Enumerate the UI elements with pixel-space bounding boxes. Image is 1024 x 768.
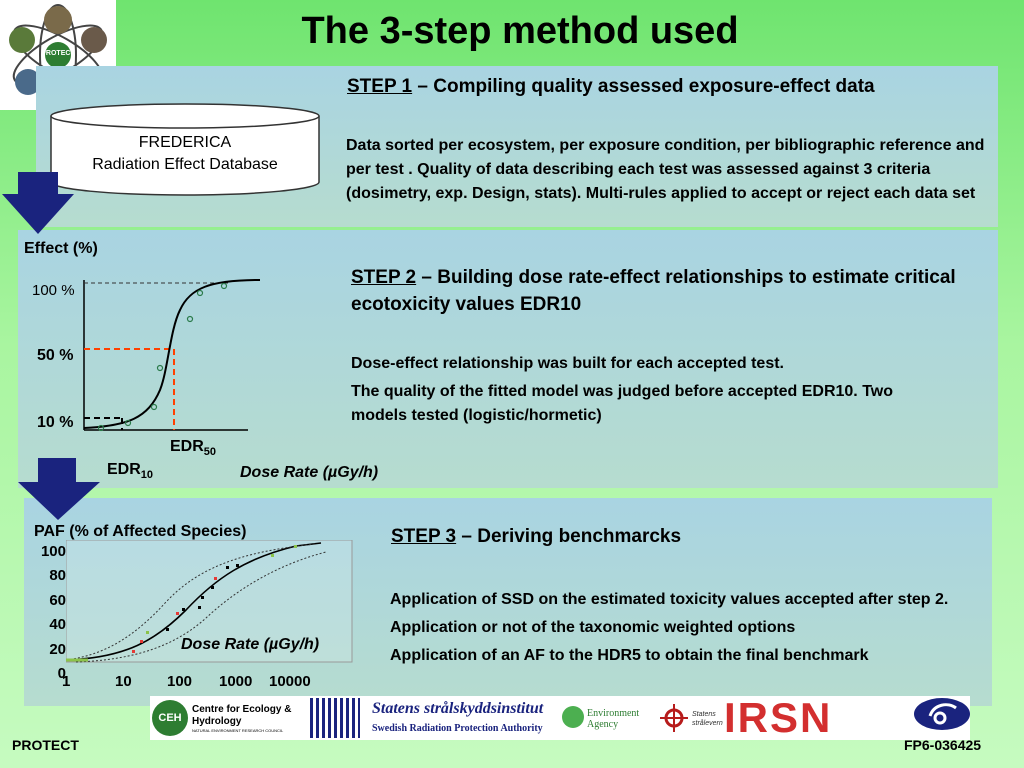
ssd-dose-rate-label: Dose Rate (µGy/h)	[181, 636, 320, 653]
x-tick-label: 10000	[269, 673, 311, 690]
data-point	[188, 317, 193, 322]
database-subtitle: Radiation Effect Database	[92, 156, 278, 173]
y-tick-label: 0	[57, 665, 66, 683]
edr10-text: EDR	[107, 461, 141, 478]
ceh-name: Centre for Ecology & Hydrology	[192, 704, 292, 727]
down-arrow-icon	[2, 172, 74, 234]
data-point	[176, 612, 179, 615]
step3-body	[390, 588, 990, 672]
effect-axis-label: Effect (%)	[24, 240, 98, 257]
footer-left: PROTECT	[12, 737, 79, 753]
data-point	[140, 640, 143, 643]
y-tick-label: 100 %	[32, 282, 75, 299]
data-point	[182, 608, 185, 611]
ssi-subtitle: Swedish Radiation Protection Authority	[372, 723, 543, 734]
page-title: The 3-step method used	[301, 10, 739, 52]
data-point	[158, 366, 163, 371]
y-tick-label: 40	[49, 616, 66, 634]
y-tick-label: 100	[40, 543, 66, 560]
data-point	[214, 577, 217, 580]
step1-body: Data sorted per ecosystem, per exposure condition, per bibliographic reference and per test . Quality of data describing each test was assessed against 3 criteria (dosimetry, exp. Design, stats). Multi-rules applied to accept or reject each data set	[346, 137, 985, 202]
step2-body-2: The quality of the fitted model was judged before accepted EDR10. Two models tested (logistic/hormetic)	[351, 383, 893, 424]
step2-body-1: Dose-effect relationship was built for each accepted test.	[351, 355, 784, 372]
ea-name-line1: Environment	[587, 708, 640, 719]
step3-heading	[391, 526, 951, 548]
data-point	[132, 650, 135, 653]
data-point	[198, 291, 203, 296]
data-point	[222, 284, 227, 289]
y-tick-label: 60	[49, 591, 66, 609]
step2-heading	[351, 264, 971, 318]
ea-name-line2: Agency	[587, 719, 619, 730]
data-point	[211, 586, 214, 589]
step3-label: STEP 3	[391, 526, 457, 547]
step3-body-3: Application of an AF to the HDR5 to obtain the final benchmark	[390, 647, 869, 664]
data-point	[146, 631, 149, 634]
step3-body-1: Application of SSD on the estimated toxicity values accepted after step 2.	[390, 591, 949, 608]
y-tick-label: 50 %	[37, 347, 74, 364]
data-point	[271, 554, 274, 557]
ceh-logo: CEH	[152, 700, 188, 736]
nrpa-logo-icon	[658, 702, 690, 734]
data-point	[201, 596, 204, 599]
edr50-text: EDR	[170, 438, 204, 455]
data-point	[166, 628, 169, 631]
nrpa-name	[692, 710, 722, 728]
data-point	[236, 564, 239, 567]
ceh-subtitle: NATURAL ENVIRONMENT RESEARCH COUNCIL	[192, 728, 284, 733]
ssi-name: Statens strålskyddsinstitut	[372, 700, 544, 717]
x-tick-label: 10	[115, 673, 132, 690]
nrpa-name-line1: Statens	[692, 711, 716, 718]
ea-name	[587, 708, 657, 730]
paf-axis-label: PAF (% of Affected Species)	[34, 523, 247, 540]
x-tick-label: 1000	[219, 673, 253, 690]
database-name: FREDERICA	[138, 134, 232, 151]
step2-title: – Building dose rate-effect relationships to estimate critical ecotoxicity values EDR10	[351, 267, 956, 315]
sigmoid-curve	[84, 280, 260, 428]
y-tick-label: 80	[49, 567, 66, 585]
step2-label: STEP 2	[351, 267, 417, 288]
edr50-label	[170, 438, 216, 458]
partner-logos	[150, 696, 970, 740]
step1-label: STEP 1	[347, 76, 413, 97]
data-point	[294, 545, 297, 548]
database-label	[49, 132, 321, 176]
step3-body-2: Application or not of the taxonomic weighted options	[390, 619, 796, 636]
edr10-label	[107, 461, 153, 481]
x-tick-label: 1	[62, 673, 71, 690]
y-tick-label: 20	[49, 640, 66, 658]
data-points	[99, 284, 227, 431]
step1-heading	[347, 76, 987, 98]
data-point	[152, 405, 157, 410]
eu-fp6-logo-icon	[912, 696, 972, 732]
x-tick-label: 100	[167, 673, 193, 690]
edr50-sub: 50	[203, 446, 217, 459]
logo-text: PROTECT	[41, 50, 75, 57]
footer-right: FP6-036425	[904, 737, 982, 753]
edr10-sub: 10	[140, 469, 154, 482]
data-point	[198, 606, 201, 609]
ssi-logo	[310, 698, 360, 738]
y-tick-label: 10 %	[37, 414, 74, 431]
step2-body	[351, 352, 951, 432]
nrpa-name-line2: strålevern	[692, 720, 723, 727]
data-point	[226, 566, 229, 569]
step3-title: – Deriving benchmarcks	[456, 526, 682, 547]
irsn-logo: IRSN	[724, 694, 833, 741]
dose-rate-label: Dose Rate (µGy/h)	[240, 464, 379, 481]
step1-title: – Compiling quality assessed exposure-effect data	[412, 76, 875, 97]
y-tick-labels	[24, 540, 66, 686]
ea-logo-icon	[562, 706, 584, 728]
